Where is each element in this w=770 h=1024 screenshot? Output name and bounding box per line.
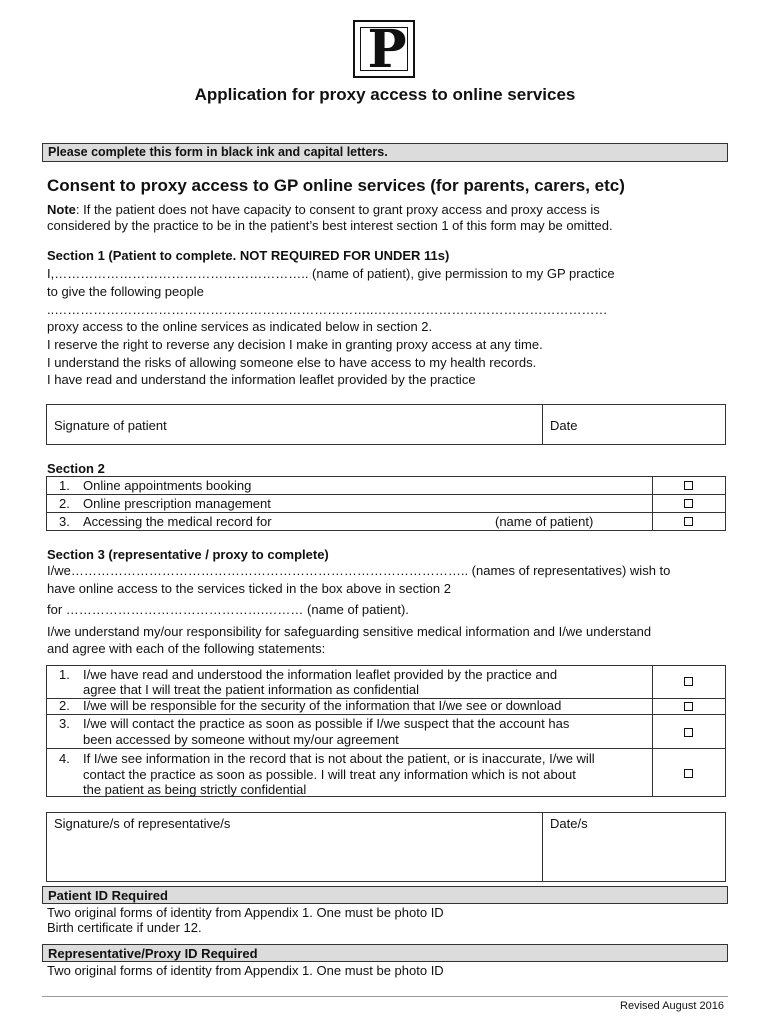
section3-line-1: I/we……………………………………………………………………………….. (names of representatives) wish to [47, 563, 671, 578]
table-divider [652, 477, 653, 530]
patient-signature-table [46, 404, 726, 445]
statement-1-checkbox[interactable] [684, 677, 693, 686]
statements-table [46, 665, 726, 797]
representative-signature-field[interactable]: Signature/s of representative/s [54, 816, 231, 831]
section1-line-4: proxy access to the online services as indicated below in section 2. [47, 319, 433, 334]
section2-item-3-suffix: (name of patient) [495, 514, 594, 529]
section2-item-2-label: Online prescription management [83, 496, 271, 511]
proxy-id-heading: Representative/Proxy ID Required [42, 944, 728, 962]
statement-4-num: 4. [59, 751, 70, 766]
section1-heading: Section 1 (Patient to complete. NOT REQUIRED FOR UNDER 11s) [47, 248, 450, 263]
statement-4-line-2: contact the practice as soon as possible. I will treat any information which is not about [83, 767, 576, 782]
logo-inner-frame [360, 19, 408, 80]
statement-1-num: 1. [59, 667, 70, 682]
statement-2-checkbox[interactable] [684, 702, 693, 711]
section2-item-1-num: 1. [59, 478, 70, 493]
medical-record-checkbox[interactable] [684, 517, 693, 526]
section2-item-3-label: Accessing the medical record for [83, 514, 272, 529]
section1-line-6: I understand the risks of allowing someone else to have access to my health records. [47, 355, 537, 370]
statement-2-num: 2. [59, 698, 70, 713]
statement-3-checkbox[interactable] [684, 728, 693, 737]
representative-date-field[interactable]: Date/s [550, 816, 588, 831]
proxy-id-line-1: Two original forms of identity from Appendix 1. One must be photo ID [47, 963, 444, 978]
section3-line-4: I/we understand my/our responsibility for safeguarding sensitive medical information and I/we understand [47, 624, 652, 639]
statement-3-line-1: I/we will contact the practice as soon as possible if I/we suspect that the account has [83, 716, 570, 731]
statement-1-line-2: agree that I will treat the patient information as confidential [83, 682, 420, 697]
logo-letter: P [367, 19, 407, 80]
section1-line-1: I,………………………………………………….. (name of patient), give permission to my GP practice [47, 266, 615, 281]
section2-item-3-num: 3. [59, 514, 70, 529]
section1-line-3: ..………………………………………………………………..……………………………………………… [47, 302, 608, 317]
statement-4-line-3: the patient as being strictly confidential [83, 782, 307, 797]
note-label: Note [47, 202, 76, 217]
revision-date: Revised August 2016 [620, 1000, 724, 1012]
section1-line-5: I reserve the right to reverse any decision I make in granting proxy access at any time. [47, 337, 543, 352]
table-divider [542, 405, 543, 444]
section3-line-3: for ……………………………………….……… (name of patient). [47, 602, 409, 617]
statement-4-line-1: If I/we see information in the record that is not about the patient, or is inaccurate, I/we will [83, 751, 595, 766]
statement-3-num: 3. [59, 716, 70, 731]
patient-id-heading: Patient ID Required [42, 886, 728, 904]
patient-date-field[interactable]: Date [550, 418, 578, 433]
practice-logo [353, 20, 415, 78]
footer-divider [42, 996, 728, 997]
form-title: Application for proxy access to online services [194, 85, 576, 104]
statement-2-line-1: I/we will be responsible for the security of the information that I/we see or download [83, 698, 562, 713]
instruction-bar: Please complete this form in black ink and capital letters. [42, 143, 728, 162]
section2-item-1-label: Online appointments booking [83, 478, 252, 493]
section2-item-2-num: 2. [59, 496, 70, 511]
section3-line-5: and agree with each of the following statements: [47, 641, 326, 656]
statement-1-line-1: I/we have read and understood the information leaflet provided by the practice and [83, 667, 558, 682]
online-prescriptions-checkbox[interactable] [684, 499, 693, 508]
section3-heading: Section 3 (representative / proxy to complete) [47, 547, 329, 562]
section3-line-2: have online access to the services ticked in the box above in section 2 [47, 581, 451, 596]
patient-signature-field[interactable]: Signature of patient [54, 418, 167, 433]
consent-heading: Consent to proxy access to GP online services (for parents, carers, etc) [47, 176, 625, 195]
statement-4-checkbox[interactable] [684, 769, 693, 778]
section2-table [46, 476, 726, 531]
section1-line-7: I have read and understand the information leaflet provided by the practice [47, 372, 476, 387]
table-divider [542, 813, 543, 881]
patient-id-line-2: Birth certificate if under 12. [47, 920, 202, 935]
note-text-1: : If the patient does not have capacity to consent to grant proxy access and proxy access is [75, 202, 600, 217]
patient-id-line-1: Two original forms of identity from Appendix 1. One must be photo ID [47, 905, 444, 920]
section2-heading: Section 2 [47, 461, 105, 476]
online-appointments-checkbox[interactable] [684, 481, 693, 490]
note-line-2: considered by the practice to be in the patient’s best interest section 1 of this form may be omitted. [47, 218, 613, 233]
representative-signature-table [46, 812, 726, 882]
section1-line-2: to give the following people [47, 284, 204, 299]
statement-3-line-2: been accessed by someone without my/our agreement [83, 732, 399, 747]
table-divider [652, 666, 653, 796]
